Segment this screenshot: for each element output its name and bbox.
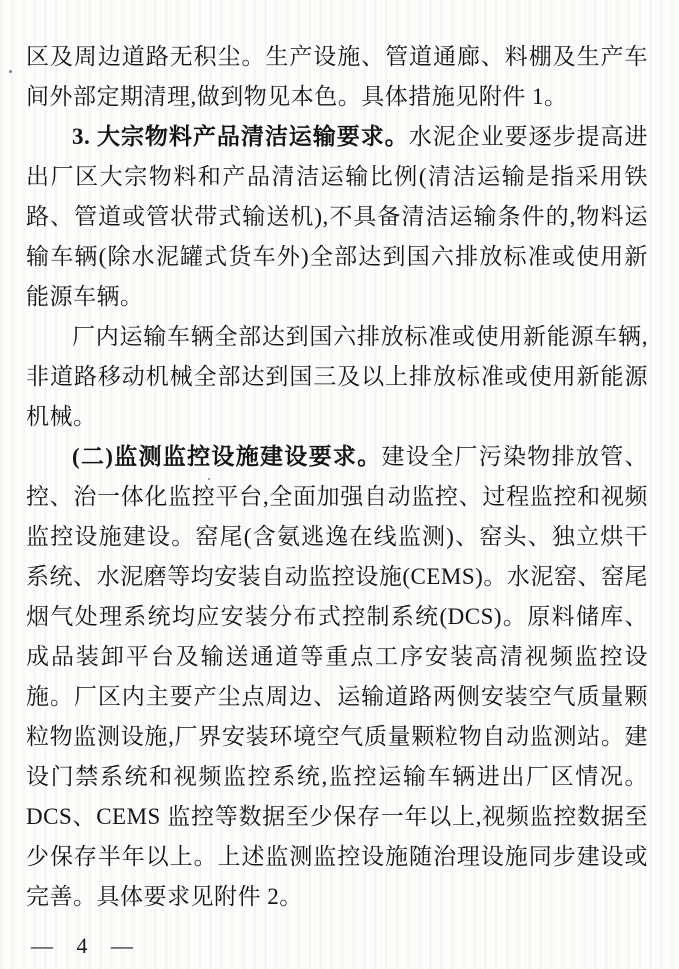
paragraph-text: 区及周边道路无积尘。生产设施、管道通廊、料棚及生产车间外部定期清理,做到物见本色。具体措施见附件 1。 (26, 44, 648, 109)
paragraph-text: 建设全厂污染物排放管、控、治一体化监控平台,全面加强自动监控、过程监控和视频监控设施建设。窑尾(含氨逃逸在线监测)、窑头、独立烘干系统、水泥磨等均安装自动监控设施(CEMS)。水泥窑、窑尾烟气处理系统均应安装分布式控制系统(DCS)。原料储库、成品装卸平台及输送通道等重点工序安装高清视频监控设施。厂区内主要产尘点周边、运输道路两侧安装空气质量颗粒物监测设施,厂界安装环境空气质量颗粒物自动监测站。建设门禁系统和视频监控系统,监控运输车辆进出厂区情况。DCS、CEMS 监控等数据至少保存一年以上,视频监控数据至少保存半年以上。上述监测监控设施随治理设施同步建设或完善。具体要求见附件 2。 (26, 444, 649, 909)
paragraph-section-2 (26, 437, 648, 917)
paragraph-text: 水泥企业要逐步提高进出厂区大宗物料和产品清洁运输比例(清洁运输是指采用铁路、管道或管状带式输送机),不具备清洁运输条件的,物料运输车辆(除水泥罐式货车外)全部达到国六排放标准或使用新能源车辆。 (26, 124, 649, 309)
paragraph-text: 厂内运输车辆全部达到国六排放标准或使用新能源车辆,非道路移动机械全部达到国三及以上排放标准或使用新能源机械。 (26, 324, 648, 429)
clause-heading: 3. 大宗物料产品清洁运输要求。 (72, 124, 409, 149)
paragraph-clause-3 (26, 117, 648, 317)
section-heading: (二)监测监控设施建设要求。 (72, 444, 382, 469)
document-body (26, 37, 648, 917)
page-number: — 4 — (31, 933, 134, 958)
scan-speck (9, 70, 12, 73)
paragraph-vehicles (26, 317, 648, 437)
paragraph-continuation (26, 37, 648, 117)
